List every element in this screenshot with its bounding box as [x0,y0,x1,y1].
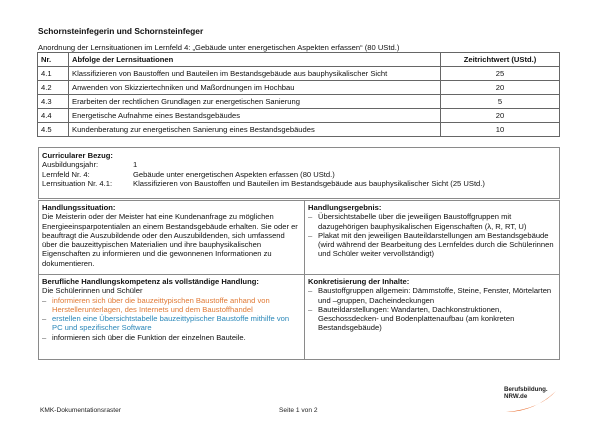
table-row [38,109,560,123]
handlungssituation-cell [39,201,305,275]
handlungsergebnis-list [308,212,556,258]
kompetenz-heading: Berufliche Handlungskompetenz als vollständige Handlung: [42,277,259,286]
logo-line-1: Berufsbildung. [504,386,548,393]
handlungssituation-heading: Handlungssituation: [42,203,116,212]
list-item: – informieren sich über die Funktion der einzelnen Bauteile. [42,333,301,342]
curricular-label: Lernsituation Nr. 4.1: [42,178,113,188]
row-abfolge: Energetische Aufnahme eines Bestandsgebäudes [69,109,441,123]
list-item: – Bauteildarstellungen: Wandarten, Dachkonstruktionen, Geschossdecken- und Bodenplattenaufbau (am konkreten Bestandsgebäude) [308,305,556,333]
curricular-value: Gebäude unter energetischen Aspekten erfassen (80 UStd.) [133,169,335,179]
list-item: – erstellen eine Übersichtstabelle bauzeittypischer Baustoffe mithilfe von PC und spezifischer Software [42,314,301,333]
konkretisierung-heading: Konkretisierung der Inhalte: [308,277,410,286]
handlungssituation-text: Die Meisterin oder der Meister hat eine Kundenanfrage zu möglichen Energieeinsparpotentialen an einem Bestandsgebäude erhalten. Sie oder er beauftragt die Auszubildende oder den Auszubildenden, sich umfassend über die bauzeittypischen Materialien und ihre bauphysikalischen Eigenschaften zu informieren und die gewonnenen Informationen zu dokumentieren. [42,212,298,268]
lernfeld-intro: Anordnung der Lernsituationen im Lernfeld 4: „Gebäude unter energetischen Aspekten erfassen“ (80 UStd.) [38,43,400,52]
table-row [38,67,560,81]
row-nr: 4.5 [38,123,69,137]
row-abfolge: Klassifizieren von Baustoffen und Bauteilen im Bestandsgebäude aus bauphysikalischer Sicht [69,67,441,81]
berufsbildung-nrw-logo [500,385,570,415]
list-item: – Plakat mit den jeweiligen Bauteildarstellungen am Bestandsgebäude (wird während der Bearbeitung des Lernfeldes durch die Schülerinnen und Schüler weiter vervollständigt) [308,231,556,259]
details-grid [38,200,560,360]
curricular-row [42,160,556,169]
curricular-row [42,170,556,179]
table-row [38,81,560,95]
curricular-label: Lernfeld Nr. 4: [42,169,90,179]
kompetenz-list [42,296,301,342]
lernsituationen-table [37,52,560,137]
curricular-row [42,179,556,188]
table-row [38,123,560,137]
logo-swoosh-icon [500,385,570,415]
handlungsergebnis-heading: Handlungsergebnis: [308,203,382,212]
list-item: – Übersichtstabelle über die jeweiligen Baustoffgruppen mit dazugehörigen bauphysikalischen Eigenschaften (λ, R, RT, U) [308,212,556,231]
table-header-row [38,53,560,67]
curricular-label: Ausbildungsjahr: [42,160,99,170]
row-zeit: 5 [441,95,560,109]
row-nr: 4.4 [38,109,69,123]
row-abfolge: Anwenden von Skizziertechniken und Maßordnungen im Hochbau [69,81,441,95]
curricular-value: Klassifizieren von Baustoffen und Bauteilen im Bestandsgebäude aus bauphysikalischer Sicht (25 UStd.) [133,178,485,188]
row-zeit: 10 [441,123,560,137]
row-abfolge: Erarbeiten der rechtlichen Grundlagen zur energetischen Sanierung [69,95,441,109]
row-zeit: 25 [441,67,560,81]
curricular-value: 1 [133,160,138,170]
konkretisierung-cell [305,275,559,359]
row-zeit: 20 [441,109,560,123]
row-nr: 4.2 [38,81,69,95]
row-abfolge: Kundenberatung zur energetischen Sanierung eines Bestandsgebäudes [69,123,441,137]
curricular-box [38,147,560,199]
table-row [38,95,560,109]
header-abfolge: Abfolge der Lernsituationen [69,53,441,67]
header-nr: Nr. [38,53,69,67]
list-item: – informieren sich über die bauzeittypischen Baustoffe anhand von Herstellerunterlagen, des Internets und dem Baustoffhandel [42,296,301,315]
curricular-heading: Curricularer Bezug: [42,151,113,160]
row-nr: 4.1 [38,67,69,81]
page-number: Seite 1 von 2 [279,407,318,414]
kompetenz-cell [39,275,305,359]
konkretisierung-list [308,286,556,332]
row-nr: 4.3 [38,95,69,109]
document-title: Schornsteinfegerin und Schornsteinfeger [38,26,204,36]
kompetenz-lead: Die Schülerinnen und Schüler [42,286,143,296]
handlungsergebnis-cell [305,201,559,275]
logo-line-2: NRW.de [504,392,528,400]
header-zeitrichtwert: Zeitrichtwert (UStd.) [441,53,560,67]
row-zeit: 20 [441,81,560,95]
footer-left: KMK-Dokumentationsraster [40,407,121,414]
list-item: – Baustoffgruppen allgemein: Dämmstoffe, Steine, Fenster, Mörtelarten und –gruppen, Dacheindeckungen [308,286,556,305]
